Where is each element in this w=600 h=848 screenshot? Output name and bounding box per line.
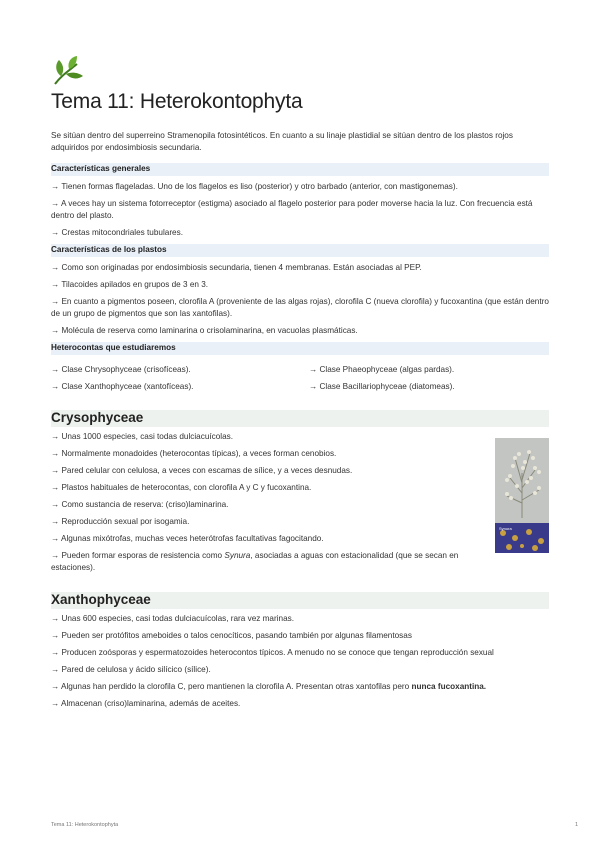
list-item: → Almacenan (criso)laminarina, además de aceites. xyxy=(51,699,241,708)
section-band-heterocontas xyxy=(51,342,549,355)
list-item: → Clase Xanthophyceae (xantofíceas). xyxy=(51,382,194,391)
list-item: → Reproducción sexual por isogamia. xyxy=(51,517,190,526)
page-title: Tema 11: Heterokontophyta xyxy=(51,90,303,113)
band-heading: Características de los plastos xyxy=(51,245,167,254)
section-title: Crysophyceae xyxy=(51,410,144,425)
list-item: → Algunas han perdido la clorofila C, pero mantienen la clorofila A. Presentan otras xantofilas pero nunca fucoxantina. xyxy=(51,682,487,691)
list-item: → Pueden formar esporas de resistencia como Synura, asociadas a aguas con estacionalidad (que se secan en estaciones). xyxy=(51,551,459,572)
image-caption: Synura xyxy=(499,526,512,531)
list-item: → Crestas mitocondriales tubulares. xyxy=(51,228,183,237)
list-item: → Clase Chrysophyceae (crisofíceas). xyxy=(51,365,191,374)
band-heading: Heterocontas que estudiaremos xyxy=(51,343,176,352)
footer-title: Tema 11: Heterokontophyta xyxy=(51,822,119,828)
list-item: → Pared de celulosa y ácido silícico (sílice). xyxy=(51,665,211,674)
list-item: → Como sustancia de reserva: (criso)laminarina. xyxy=(51,500,229,509)
list-item: → Tienen formas flageladas. Uno de los flagelos es liso (posterior) y otro barbado (anterior, con mastigonemas). xyxy=(51,182,458,191)
emphasis: nunca fucoxantina. xyxy=(411,682,487,691)
list-item: → Normalmente monadoides (heterocontas típicas), a veces forman cenobios. xyxy=(51,449,337,458)
list-item: → En cuanto a pigmentos poseen, clorofila A (proveniente de las algas rojas), clorofila C (nueva clorofila) y fucoxantina (que están dentro de un grupo de pigmentos que son las xantofilas). xyxy=(51,297,549,318)
list-item: → Plastos habituales de heterocontas, con clorofila A y C y fucoxantina. xyxy=(51,483,312,492)
species-name: Synura xyxy=(224,551,251,560)
section-header-xanthophyceae xyxy=(51,592,549,609)
section-band-generales xyxy=(51,163,549,176)
list-item: → Unas 1000 especies, casi todas dulciacuícolas. xyxy=(51,432,234,441)
intro-text: Se sitúan dentro del superreino Stramenopila fotosintéticos. En cuanto a su linaje plastidial se sitúan dentro de los plastos rojos adquiridos por endosimbiosis secundaria. xyxy=(51,131,513,152)
section-header-crysophyceae xyxy=(51,410,549,427)
synura-image xyxy=(495,438,549,553)
list-item: → Algunas mixótrofas, muchas veces heterótrofas facultativas fagocitando. xyxy=(51,534,324,543)
list-item: → Unas 600 especies, casi todas dulciacuícolas, rara vez marinas. xyxy=(51,614,295,623)
list-item: → Producen zoósporas y espermatozoides heterocontos típicos. A menudo no se conoce que tengan reproducción sexual xyxy=(51,648,494,657)
list-item: → A veces hay un sistema fotorreceptor (estigma) asociado al flagelo posterior para poder moverse hacia la luz. Con frecuencia está dentro del plasto. xyxy=(51,199,533,220)
section-title: Xanthophyceae xyxy=(51,592,151,607)
band-heading: Características generales xyxy=(51,164,151,173)
list-item: → Pared celular con celulosa, a veces con escamas de sílice, y a veces desnudas. xyxy=(51,466,353,475)
page-number: 1 xyxy=(574,822,578,828)
list-item: → Molécula de reserva como laminarina o crisolaminarina, en vacuolas plasmáticas. xyxy=(51,326,358,335)
list-item: → Pueden ser protófitos ameboides o talos cenocíticos, pasando también por algunas filamentosas xyxy=(51,631,412,640)
leaf-icon xyxy=(51,54,85,86)
list-item: → Clase Phaeophyceae (algas pardas). xyxy=(309,365,455,374)
list-item: → Tilacoides apilados en grupos de 3 en 3. xyxy=(51,280,209,289)
section-band-plastos xyxy=(51,244,549,257)
list-item: → Clase Bacillariophyceae (diatomeas). xyxy=(309,382,455,391)
list-item: → Como son originadas por endosimbiosis secundaria, tienen 4 membranas. Están asociadas al PEP. xyxy=(51,263,422,272)
